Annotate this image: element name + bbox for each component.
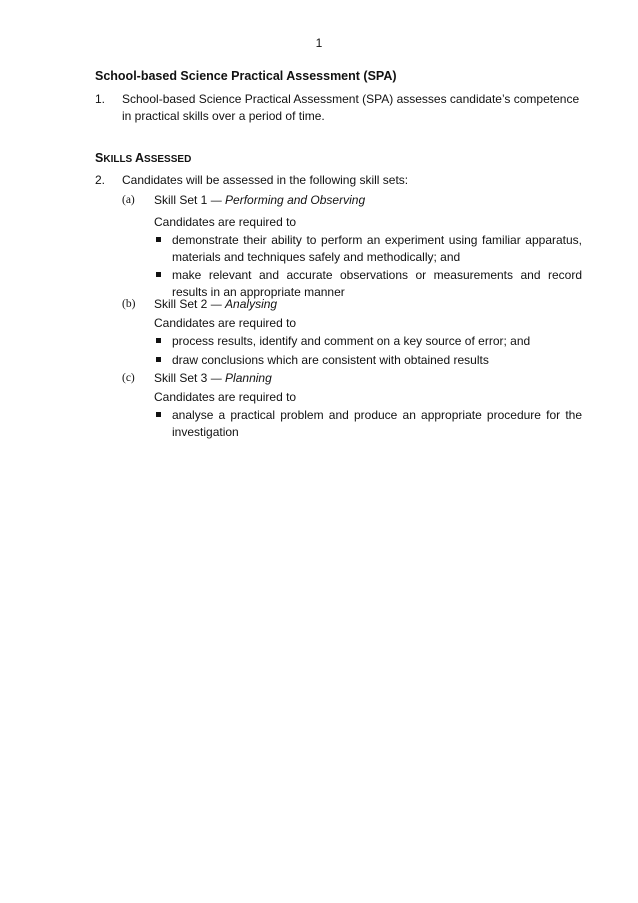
heading-cap: A — [135, 151, 145, 165]
bullet-list — [154, 232, 582, 300]
skill-set-a — [122, 192, 582, 302]
page-title: School-based Science Practical Assessment (SPA) — [95, 69, 397, 83]
square-bullet-icon — [156, 338, 161, 343]
heading-smallcaps: KILLS — [103, 154, 136, 165]
section-heading — [95, 151, 191, 165]
heading-smallcaps: SSESSED — [144, 154, 192, 165]
skill-set-intro: Candidates are required to — [154, 389, 297, 404]
list-item: demonstrate their ability to perform an experiment using familiar apparatus, materials and techniques safely and methodically; and — [154, 232, 582, 265]
paragraph-number: 2. — [95, 173, 106, 187]
skill-set-b — [122, 296, 582, 370]
paragraph-2 — [95, 172, 580, 189]
square-bullet-icon — [156, 412, 161, 417]
bullet-list — [154, 407, 582, 440]
skill-set-title: Skill Set 3 — Planning — [154, 371, 272, 385]
square-bullet-icon — [156, 237, 161, 242]
list-item: draw conclusions which are consistent with obtained results — [154, 352, 582, 369]
square-bullet-icon — [156, 272, 161, 277]
skill-set-title: Skill Set 2 — Analysing — [154, 297, 278, 311]
skill-set-label: (a) — [122, 194, 135, 206]
paragraph-text: School-based Science Practical Assessment (SPA) assesses candidate’s competence in practical skills over a period of time. — [122, 92, 580, 123]
skill-set-name: Analysing — [225, 297, 278, 311]
list-item: analyse a practical problem and produce an appropriate procedure for the investigation — [154, 407, 582, 440]
heading-cap: S — [95, 151, 104, 165]
page-number: 1 — [315, 36, 323, 50]
paragraph-number: 1. — [95, 92, 106, 106]
skill-set-label: (c) — [122, 372, 135, 384]
skill-set-name: Performing and Observing — [225, 193, 366, 207]
skill-set-intro: Candidates are required to — [154, 315, 297, 330]
list-item: make relevant and accurate observations or measurements and record results in an appropriate manner — [154, 267, 582, 300]
skill-set-c — [122, 370, 582, 442]
paragraph-1 — [95, 91, 580, 125]
skill-set-label: (b) — [122, 298, 136, 310]
skill-set-intro: Candidates are required to — [154, 214, 297, 229]
square-bullet-icon — [156, 357, 161, 362]
list-item: process results, identify and comment on a key source of error; and — [154, 333, 582, 350]
bullet-list — [154, 333, 582, 368]
skill-set-name: Planning — [225, 371, 272, 385]
paragraph-text: Candidates will be assessed in the following skill sets: — [122, 173, 409, 187]
skill-set-title: Skill Set 1 — Performing and Observing — [154, 193, 366, 207]
